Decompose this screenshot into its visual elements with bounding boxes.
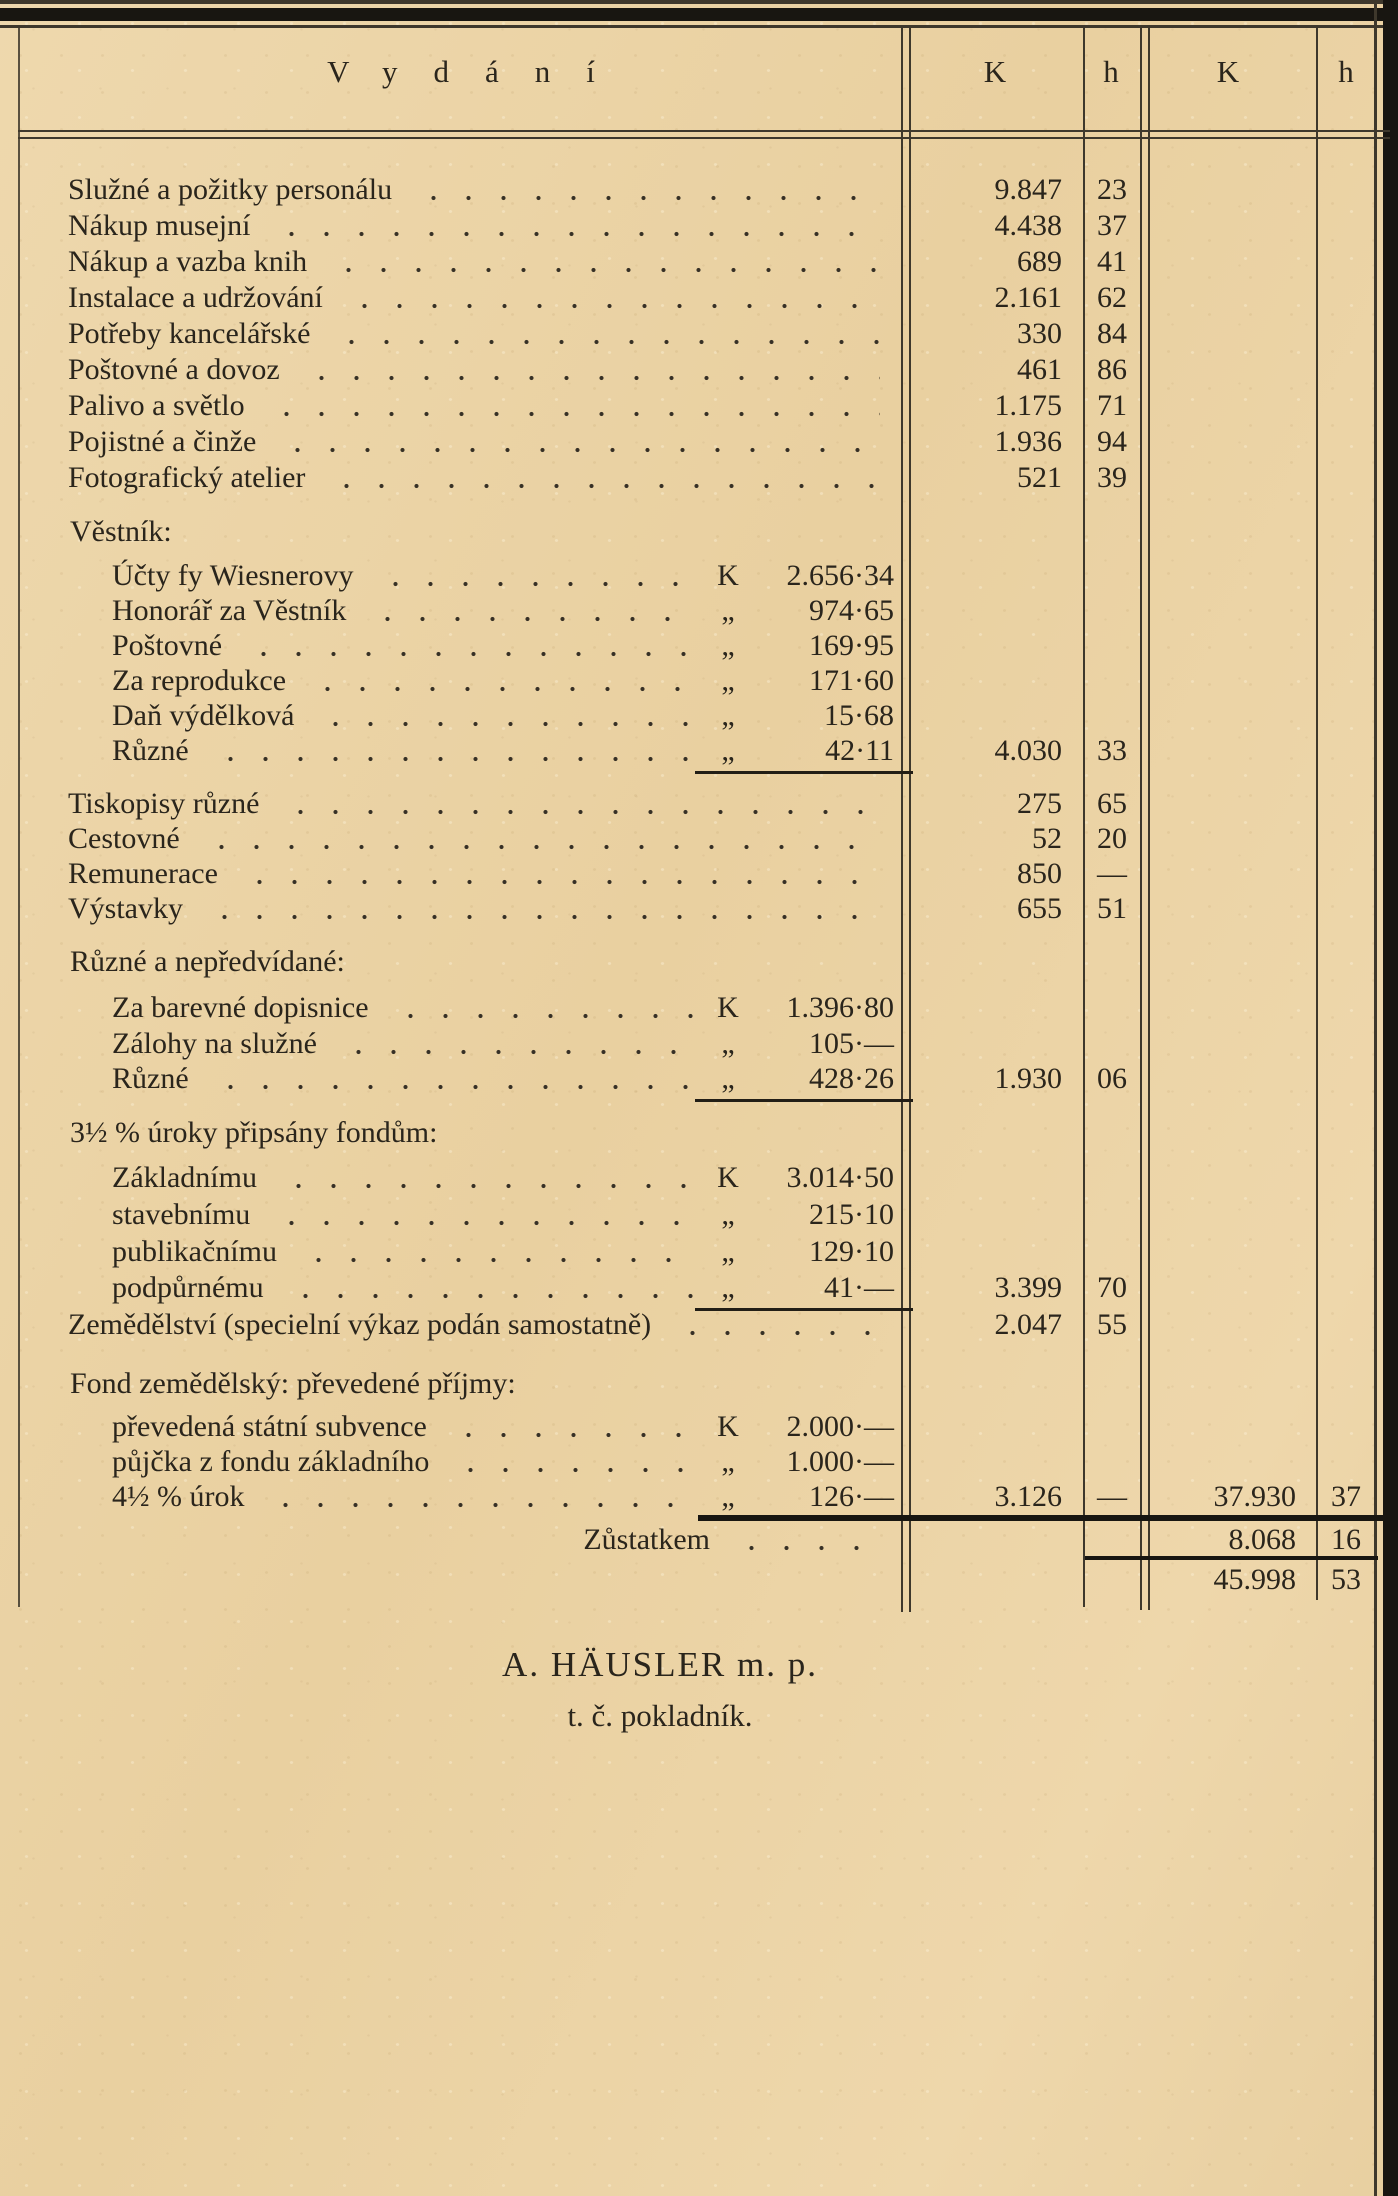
sub-amount: 215·10 [809,1198,894,1231]
row-label: Potřeby kancelářské [68,317,311,350]
amount-h-2: 37 [1331,1480,1361,1513]
row-label: Nákup a vazba knih [68,245,308,278]
row-label-area [20,786,902,822]
row-sub [20,1160,1380,1196]
row-sub [20,663,1380,699]
dot-leader [337,1026,694,1062]
row-label-area [20,990,902,1026]
sub-amount: 1.396·80 [786,991,894,1024]
dot-leader [449,1444,694,1480]
dot-leader [270,1197,694,1233]
row-label-area [20,1409,902,1445]
sub-amount: 428·26 [809,1062,894,1095]
row-label-area [20,1444,902,1480]
table-title: Vydání [327,54,631,89]
row-label: Různé a nepředvídané: [70,945,345,978]
currency-mark: „ [721,1271,735,1304]
row-sub [20,1479,1380,1515]
row-label: Fotografický atelier [68,461,306,494]
grand-rule-carryover [698,1515,1392,1521]
sub-amount-underline [695,1099,913,1102]
rule-under-balance [1085,1556,1378,1560]
dot-leader [265,388,880,424]
row-label: Poštovné [112,629,223,662]
dot-leader [447,1409,694,1445]
amount-k: 3.399 [994,1271,1062,1304]
row-label-area [20,1197,902,1233]
row-label-area [20,1160,902,1196]
row-label-area [20,1270,902,1306]
row-sub [20,593,1380,629]
amount-h: 06 [1097,1062,1127,1095]
row-label: Instalace a udržování [68,281,323,314]
amount-h-2: 53 [1331,1563,1361,1596]
row-label-area [20,514,902,550]
dot-leader [300,352,880,388]
dot-leader [200,821,880,857]
dot-leader [343,280,880,316]
sub-amount: 42·11 [825,734,894,767]
row-label: Za barevné dopisnice [112,991,369,1024]
row-label-area [20,1366,902,1402]
amount-h: — [1097,1480,1127,1513]
sub-amount: 1.000·— [786,1445,894,1478]
currency-mark: „ [721,1027,735,1060]
row-label-area [20,352,902,388]
sub-amount: 105·— [809,1027,894,1060]
amount-k: 461 [1017,353,1062,386]
column-header-h: h [1103,54,1119,89]
amount-h: 86 [1097,353,1127,386]
dot-leader [314,698,694,734]
row-header [20,944,1380,980]
amount-h: 51 [1097,892,1127,925]
row-item [20,821,1380,857]
amount-h: 84 [1097,317,1127,350]
dot-leader [203,891,880,927]
row-label: převedená státní subvence [112,1410,427,1443]
signature-name: A. HÄUSLER m. p. [502,1645,818,1684]
row-sub [20,1197,1380,1233]
row-item [20,388,1380,424]
row-label-area [20,558,902,594]
row-label: 3½ % úroky připsány fondům: [70,1116,438,1149]
dot-leader [277,1160,694,1196]
row-label-area [20,1115,902,1151]
row-label-area [20,316,902,352]
row-item [20,460,1380,496]
dot-leader [264,1479,694,1515]
row-item [20,856,1380,892]
row-label: Remunerace [68,857,218,890]
amount-h: 94 [1097,425,1127,458]
row-label-area [20,1307,902,1343]
dot-leader [306,663,694,699]
row-label-area [20,891,902,927]
dot-leader [270,208,880,244]
dot-leader [389,990,694,1026]
amount-k: 275 [1017,787,1062,820]
row-label-area [20,821,902,857]
border-top-thin-line [0,25,1398,28]
dot-leader [284,1270,694,1306]
row-label: Cestovné [68,822,180,855]
row-label-area [20,1234,902,1270]
dot-leader [242,628,694,664]
row-sub [20,1444,1380,1480]
currency-mark: „ [721,1445,735,1478]
amount-k: 3.126 [994,1480,1062,1513]
amount-h: 33 [1097,734,1127,767]
row-label: Věstník: [70,515,172,548]
sub-amount: 171·60 [809,664,894,697]
sub-amount: 126·— [809,1480,894,1513]
row-label: publikačnímu [112,1235,277,1268]
sub-amount: 974·65 [809,594,894,627]
dot-leader [325,460,880,496]
row-item [20,786,1380,822]
row-item [20,316,1380,352]
row-label-area [20,460,902,496]
amount-k: 330 [1017,317,1062,350]
row-label: Zůstatkem [583,1523,710,1556]
row-label: stavebnímu [112,1198,251,1231]
dot-leader [209,1061,694,1097]
signature-title: t. č. pokladník. [567,1698,753,1733]
row-label: Palivo a světlo [68,389,245,422]
amount-h: 39 [1097,461,1127,494]
row-label-area [20,593,902,629]
amount-k: 655 [1017,892,1062,925]
row-right [20,1522,1380,1558]
amount-h: 23 [1097,173,1127,206]
column-header-k: K [983,54,1007,89]
row-label-area [20,1061,902,1097]
row-label-area [20,244,902,280]
amount-k: 9.847 [994,173,1062,206]
row-item [20,280,1380,316]
row-label: Pojistné a činže [68,425,257,458]
row-label: Různé [112,1062,189,1095]
row-header [20,1366,1380,1402]
row-label-area [20,388,902,424]
dot-leader [238,856,880,892]
amount-k: 689 [1017,245,1062,278]
dot-leader [276,424,880,460]
currency-mark: K [717,991,739,1024]
amount-k: 1.175 [994,389,1062,422]
border-top-edge-line [0,0,1398,4]
amount-h-2: 16 [1331,1523,1361,1556]
row-total [20,1562,1380,1598]
row-label: 4½ % úrok [112,1480,245,1513]
sub-amount: 169·95 [809,629,894,662]
row-label-area [20,856,902,892]
row-sub [20,733,1380,769]
row-label: Služné a požitky personálu [68,173,393,206]
border-right-bar [1383,0,1398,2196]
amount-k: 1.930 [994,1062,1062,1095]
currency-mark: „ [721,734,735,767]
sub-amount: 15·68 [824,699,894,732]
row-label: Poštovné a dovoz [68,353,280,386]
sub-amount: 2.656·34 [786,559,894,592]
row-label-area [20,628,902,664]
row-sub [20,558,1380,594]
currency-mark: „ [721,1062,735,1095]
amount-k: 850 [1017,857,1062,890]
row-label: podpůrnému [112,1271,264,1304]
amount-h: 20 [1097,822,1127,855]
dot-leader [327,244,880,280]
dot-leader [330,316,880,352]
row-label: Honorář za Věstník [112,594,347,627]
column-header-k-2: K [1216,54,1240,89]
row-label-area [20,663,902,699]
amount-h: 65 [1097,787,1127,820]
amount-k: 4.030 [994,734,1062,767]
currency-mark: „ [721,629,735,662]
row-item [20,172,1380,208]
dot-leader [366,593,694,629]
currency-mark: K [717,1161,739,1194]
currency-mark: „ [721,1198,735,1231]
row-label: Za reprodukce [112,664,287,697]
row-label: půjčka z fondu základního [112,1445,430,1478]
amount-k: 1.936 [994,425,1062,458]
row-label-area [20,1522,902,1558]
row-label-area [20,172,902,208]
sub-amount: 3.014·50 [786,1161,894,1194]
currency-mark: K [717,559,739,592]
row-label: Zálohy na služné [112,1027,317,1060]
sub-amount-underline [695,771,913,774]
row-sub [20,1061,1380,1097]
row-item [20,891,1380,927]
row-sub [20,698,1380,734]
amount-h: 62 [1097,281,1127,314]
amount-h: — [1097,857,1127,890]
amount-h: 70 [1097,1271,1127,1304]
row-label-area [20,944,902,980]
dot-leader [209,733,694,769]
row-item [20,424,1380,460]
row-label-area [20,1026,902,1062]
currency-mark: „ [721,594,735,627]
currency-mark: „ [721,1235,735,1268]
currency-mark: „ [721,664,735,697]
amount-k: 2.047 [994,1308,1062,1341]
row-label: Daň výdělková [112,699,295,732]
amount-k-2: 45.998 [1213,1563,1296,1596]
row-header [20,514,1380,550]
row-label: Tiskopisy různé [68,787,260,820]
header-separator-line-b [18,137,1390,139]
row-label-area [20,1479,902,1515]
dot-leader [671,1307,880,1343]
dot-leader [374,558,694,594]
row-label: Zemědělství (specielní výkaz podán samostatně) [68,1308,652,1341]
row-sub [20,1234,1380,1270]
row-label-area [20,280,902,316]
amount-k-2: 8.068 [1228,1523,1296,1556]
row-label-area [20,208,902,244]
currency-mark: „ [721,699,735,732]
sub-amount: 129·10 [809,1235,894,1268]
row-sub [20,1026,1380,1062]
amount-h: 55 [1097,1308,1127,1341]
dot-leader [412,172,880,208]
sub-amount: 41·— [824,1271,894,1304]
dot-leader [279,786,880,822]
header-separator-line-a [18,130,1390,132]
amount-k: 52 [1032,822,1062,855]
row-label-area [20,733,902,769]
amount-k-2: 37.930 [1213,1480,1296,1513]
row-label: Nákup musejní [68,209,251,242]
row-label: Účty fy Wiesnerovy [112,559,354,592]
row-label-area [20,424,902,460]
row-item [20,352,1380,388]
amount-k: 4.438 [994,209,1062,242]
row-header [20,1115,1380,1151]
amount-k: 521 [1017,461,1062,494]
currency-mark: „ [721,1480,735,1513]
amount-h: 37 [1097,209,1127,242]
row-label: Fond zemědělský: převedené příjmy: [70,1367,516,1400]
row-item [20,244,1380,280]
column-header-h-2: h [1338,54,1354,89]
row-label: Výstavky [68,892,183,925]
row-item [20,1307,1380,1343]
row-item [20,208,1380,244]
amount-h: 41 [1097,245,1127,278]
amount-h: 71 [1097,389,1127,422]
sub-amount: 2.000·— [786,1410,894,1443]
row-sub [20,628,1380,664]
row-sub [20,1409,1380,1445]
dot-leader [297,1234,694,1270]
border-top-bar [0,8,1398,21]
row-sub [20,1270,1380,1306]
currency-mark: K [717,1410,739,1443]
row-label: Základnímu [112,1161,257,1194]
row-label-area [20,698,902,734]
amount-k: 2.161 [994,281,1062,314]
row-label: Různé [112,734,189,767]
row-sub [20,990,1380,1026]
dot-leader [730,1522,880,1558]
